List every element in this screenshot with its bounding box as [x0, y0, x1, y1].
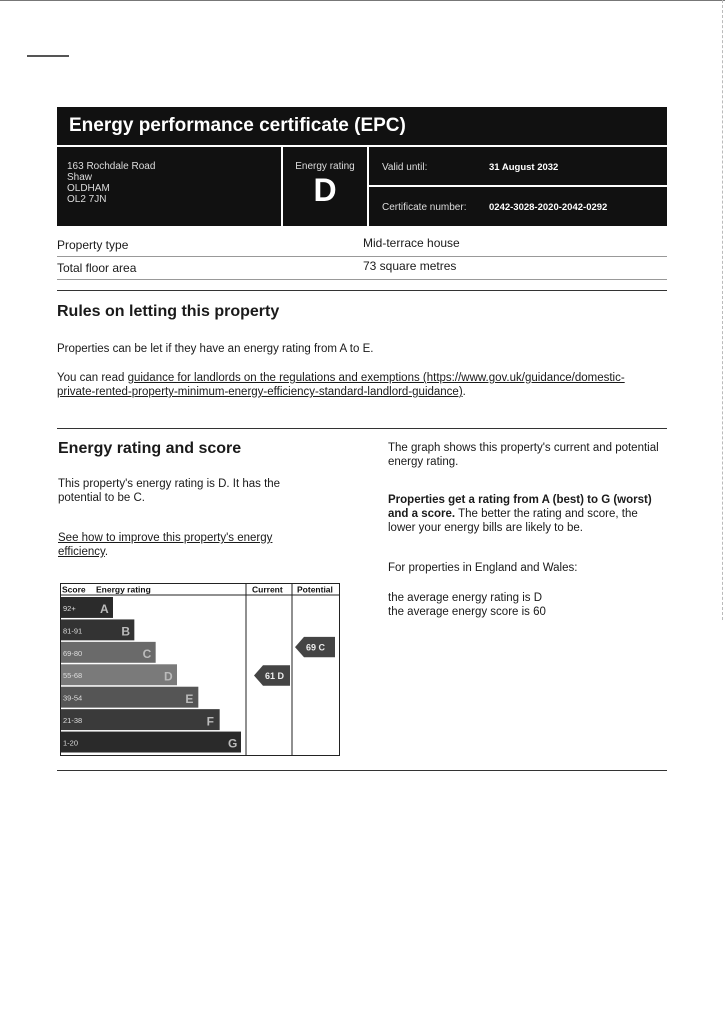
band-letter-c: C: [142, 647, 152, 662]
energy-rating-heading: Energy rating and score: [58, 440, 242, 457]
chart-header-2: Current: [252, 584, 283, 595]
page-title: Energy performance certificate (EPC): [69, 115, 406, 136]
address-block: [57, 147, 281, 226]
guidance-prefix: You can read: [57, 372, 128, 384]
guidance-suffix: .: [462, 386, 466, 398]
floor-area-value: 73 square metres: [363, 259, 457, 273]
energy-rating-label: Energy rating: [295, 161, 355, 172]
current-rating-label: 61 D: [265, 671, 285, 681]
band-score-a: 92+: [63, 603, 76, 613]
letting-guidance-paragraph: [57, 371, 657, 399]
address-line: OL2 7JN: [67, 194, 107, 205]
improve-efficiency-link[interactable]: See how to improve this property's energy efficiency: [58, 532, 273, 558]
scan-mark: [27, 55, 69, 57]
band-letter-e: E: [185, 691, 194, 706]
address-line: OLDHAM: [67, 183, 110, 194]
letting-paragraph: Properties can be let if they have an energy rating from A to E.: [57, 343, 374, 355]
epc-title-bar: [57, 107, 667, 145]
band-letter-d: D: [164, 669, 173, 684]
guidance-link[interactable]: guidance for landlords on the regulations and exemptions (https://www.gov.uk/guidance/domestic-private-rented-property-minimum-energy-efficiency-standard-landlord-guidance): [57, 372, 625, 398]
graph-description: The graph shows this property's current and potential energy rating.: [388, 442, 659, 468]
valid-until-label: Valid until:: [382, 162, 428, 173]
band-letter-f: F: [206, 714, 215, 729]
rating-band-g: [61, 732, 241, 753]
improve-paragraph: [58, 531, 308, 559]
energy-rating-chart: [60, 583, 340, 756]
average-score: the average energy score is 60: [388, 606, 546, 618]
address-line: 163 Rochdale Road: [67, 161, 156, 172]
certificate-summary: [57, 147, 667, 226]
page-right-edge: [722, 0, 723, 620]
rating-band-f: [61, 709, 220, 730]
chart-header-0: Score: [62, 584, 86, 595]
property-type-value: Mid-terrace house: [363, 236, 460, 250]
property-type-row: [57, 234, 667, 257]
certificate-number-cell: [369, 187, 667, 226]
average-rating: the average energy rating is D: [388, 592, 543, 604]
floor-area-row: [57, 257, 667, 280]
rating-explanation: [388, 493, 668, 535]
section-divider: [57, 770, 667, 771]
band-score-e: 39-54: [63, 693, 83, 703]
band-score-f: 21-38: [63, 716, 83, 726]
floor-area-label: Total floor area: [57, 261, 137, 275]
chart-header-1: Energy rating: [96, 584, 151, 595]
certificate-number-label: Certificate number:: [382, 202, 467, 213]
band-letter-g: G: [228, 736, 238, 751]
energy-rating-box: [283, 147, 367, 226]
rating-summary-paragraph: This property's energy rating is D. It has the potential to be C.: [58, 478, 281, 504]
section-divider: [57, 428, 667, 429]
energy-rating-graph: [60, 583, 340, 756]
chart-header-3: Potential: [297, 584, 333, 595]
band-score-c: 69-80: [63, 648, 83, 658]
certificate-number-value: 0242-3028-2020-2042-0292: [489, 202, 608, 213]
section-divider: [57, 290, 667, 291]
potential-rating-label: 69 C: [306, 642, 326, 653]
address-line: Shaw: [67, 172, 93, 183]
valid-until-value: 31 August 2032: [489, 162, 559, 173]
energy-rating-value: D: [313, 172, 337, 208]
band-letter-b: B: [121, 624, 131, 639]
page-top-edge: [0, 0, 725, 1]
rating-explanation-rest: The better the rating and score, the lower your energy bills are likely to be.: [388, 508, 638, 534]
property-type-label: Property type: [57, 238, 129, 252]
band-letter-a: A: [100, 602, 109, 617]
valid-until-cell: [369, 147, 667, 185]
band-score-d: 55-68: [63, 671, 83, 681]
improve-suffix: .: [104, 546, 109, 558]
rating-explanation-bold: Properties get a rating from A (best) to G (worst) and a score.: [388, 494, 652, 520]
band-score-g: 1-20: [63, 738, 79, 748]
england-wales-note: For properties in England and Wales:: [388, 562, 578, 574]
band-score-b: 81-91: [63, 626, 83, 636]
letting-heading: Rules on letting this property: [57, 303, 280, 320]
